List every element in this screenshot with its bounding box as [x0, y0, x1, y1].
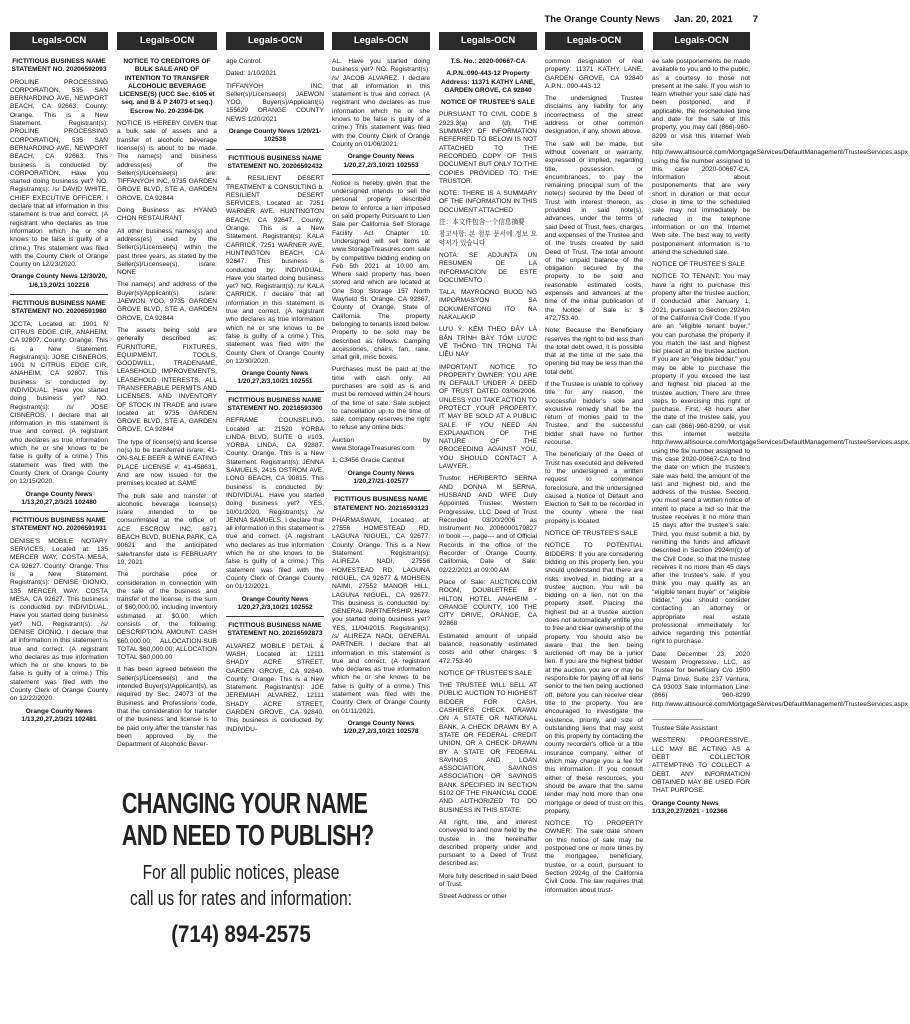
notice-heading: FICTITIOUS BUSINESS NAME STATEMENT NO. 20216593123 — [333, 496, 429, 512]
notice-body: ee sale postponements be made available to you and to the public, as a courtesy to those not present at the sale. If you wish to learn whether your sale date has been postponed, and if applicable, the rescheduled time and date for the sale of this property, you may call (866)-960-8299 or visit this Internet Web site http://www.altisource.com/MortgageServices/DefaultManagement/TrusteeServices.aspx using the file number assigned to this case 2020-00667-CA. Information about postponements that are very short in duration or that occur close in time to the scheduled sale may not immediately be reflected in the telephone information or on the Internet Web site. The best way to verify postponement information is to attend the scheduled sale. — [652, 58, 908, 256]
section-bar: Legals-OCN — [332, 32, 430, 50]
section-header-bars — [10, 32, 760, 50]
notice-body: LƯU Ý: KÈM THEO ĐÂY LÀ BẢN TRÌNH BÀY TÓM LƯỢC VỀ THÔNG TIN TRONG TÀI LIỆU NÀY — [439, 326, 537, 359]
publication-footer: Orange County News 1/13,20,27,2/3/21 102481 — [21, 707, 97, 723]
notice-body: Dated: 1/10/2021 — [226, 70, 277, 78]
notice-body: Note: Because the Beneficiary reserves the right to bid less than the total debt owed, it is possible that at the time of the sale the opening bid may be less than the total debt. — [545, 327, 643, 376]
notice-body: NOTICE TO PROPERTY OWNER: The sale date shown on this notice of sale may be postponed one or more times by the mortgagee, beneficiary, trustee, or a court, pursuant to Section 2924g of the California Civil Code. The law requires that information about trust- — [545, 820, 643, 894]
notice-body: NOTE: THERE IS A SUMMARY OF THE INFORMATION IN THIS DOCUMENT ATTACHED — [439, 190, 537, 214]
notice-body: The name(s) and address of the Buyer(s)/Applicant(s) is/are: JAEWON YOO, 9735 GARDEN GROVE BLVD, STE A, GARDEN GROVE, CA 92844 — [117, 281, 217, 322]
ad-headline-line-1: CHANGING YOUR NAME — [121, 788, 368, 820]
ad-subline-line-1: For all public notices, please — [142, 862, 340, 884]
notice-body: AL. Have you started doing business yet? NO. Registrant(s): /s/ JACOB ALVAREZ. I declare that all information in this statement is true and correct. (A registrant who declares as true information which he or she knows to be false is guilty of a crime.) This statement was filed with the County Clerk of Orange County on 01/06/2021. — [332, 58, 430, 148]
notice-body: Place of Sale: AUCTION.COM ROOM, DOUBLETREE BY HILTON HOTEL ANAHEIM - ORANGE COUNTY, 100 THE CITY DRIVE, ORANGE, CA 92868 — [439, 578, 537, 628]
publication-footer: Orange County News 1/20,27,2/3,10/21 102552 — [237, 595, 313, 611]
notice-body: NOTICE OF TRUSTEE'S SALE — [652, 261, 745, 269]
ad-subline-line-2: call us for rates and information: — [130, 888, 352, 910]
notice-body: It has been agreed between the Seller(s)/Licensee(s) and the intended Buyer(s)/Applicant(s), as required by Sec. 24073 of the Business and Professions code, that the consideration for transfer of the business and license is to be paid only after the transfer has been approved by the Department of Alcoholic Bever- — [117, 666, 217, 749]
notice-body: PROLINE PROCESSING CORPORATION, 535 SAN BERNARDINO AVE, NEWPORT BEACH, CA 92663. County: Orange. This is a New Statement. Registrant(s): PROLINE PROCESSING CORPORATION, 535 SAN BERNARDINO AVE, NEWPORT BEACH, CA 92663. This business is conducted by: CORPORATION. Have you started doing business yet? NO. Registrant(s): /s/ DAVID WHITE, CHIEF EXECUTIVE OFFICER. I declare that all information in this statement is true and correct. (A registrant who declares as true information which he or she knows to be false is guilty of a crime.) This statement was filed with the County Clerk of Orange County on 12/23/2020. — [10, 78, 108, 269]
notice-body: Trustee Sale Assistant — [652, 725, 718, 733]
notice-body: REFRAME COUNSELING, Located at: 21520 YORBA LINDA BLVD, SUITE G #103, YORBA LINDA, CA 92887. County: Orange. This is a New Statement. Registrant(s): JENNA SAMUELS, 2415 OSTROM AVE, LONG BEACH, CA 90815. This business is conducted by: INDIVIDUAL. Have you started doing business yet? YES, 10/01/2020. Registrant(s): /s/ JENNA SAMUELS. I declare that all information in this statement is true and correct. (A registrant who declares as true information which he or she knows to be false is guilty of a crime.) This statement was filed with the County Clerk of Orange County on 01/12/2021. — [226, 417, 324, 591]
notice-body: All right, title, and interest conveyed to and now held by the trustee in the hereinafter described property under and pursuant to a Deed of Trust described as: — [439, 818, 537, 868]
notice-body: Estimated amount of unpaid balance, reasonably estimated costs and other charges: $ 472,753.40 — [439, 632, 537, 665]
divider — [226, 616, 324, 617]
section-bar: Legals-OCN — [545, 32, 643, 50]
notice-body: NOTICE OF TRUSTEE'S SALE — [545, 530, 638, 538]
notice-heading: T.S. No.: 2020-00667-CA — [450, 58, 526, 65]
column-5 — [439, 58, 537, 1018]
ad-headline-line-2: AND NEED TO PUBLISH? — [121, 820, 374, 852]
notice-body: Street Address or other — [439, 893, 507, 901]
notice-body: ALVAREZ MOBILE DETAIL & WASH, Located at: 12111 SHADY ACRE STREET, GARDEN GROVE, CA 92840. County: Orange. This is a New Statement. Registrant(s): JOE JEREMIAH ALVAREZ, 12111 SHADY ACRE STREET, GARDEN GROVE, CA 92840. This business is conducted by: INDIVIDU- — [226, 642, 324, 733]
notice-body: 1. C3456 Gracie Cantrell — [332, 457, 405, 465]
column-6 — [545, 58, 643, 1018]
notice-body: NOTICE OF TRUSTEE'S SALE — [439, 669, 532, 677]
notice-body: All other business names(s) and address(es) used by the Seller(s)/Licensee(s) within the past three years, as stated by the Seller(s)/Licensee(s), is/are: NONE — [117, 227, 217, 277]
notice-body: Purchases must be paid at the time with cash only. All purchases are sold as is and must be removed within 24 hours of the time of sale. Sale subject to cancellation up to the time of sale, company reserves the right to refuse any online bids. — [332, 366, 430, 432]
notice-body: The purchase price or consideration in connection with the sale of the business and transfer of the license, is the sum of $60,000.00, including inventory estimated at $0.00, which consists of the following: DESCRIPTION, AMOUNT: CASH $60,000.00; ALLOCATION-SUB TOTAL $60,000.00; ALLOCATION TOTAL $60,000.00 — [117, 571, 217, 662]
publication-footer: Orange County News 1/13,20,27,2/3/21 102480 — [21, 490, 97, 506]
divider — [332, 174, 430, 175]
divider — [10, 511, 108, 512]
section-bar: Legals-OCN — [439, 32, 537, 50]
notice-body: JCCTA, Located at: 1901 N CITRUS EDGE CIR, ANAHEIM, CA 92807. County: Orange. This is a New Statement. Registrant(s): JOSE CISNEROS, 1901 N CITRUS EDGE CIR, ANAHEIM, CA 92807. This business is conducted by: INDIVIDUAL. Have you started doing business yet? NO. Registrant(s): /s/ JOSE CISNEROS. I declare that all information in this statement is true and correct. (A registrant who declares as true information which he or she knows to be false is guilty of a crime.) This statement was filed with the County Clerk of Orange County on 12/15/2020. — [10, 320, 108, 486]
notice-body: TALA: MAYROONG BUOD NG IMPORMASYON SA DOKUMENTONG ITO NA NAKALAKIP — [439, 289, 537, 322]
notice-body: NOTICE TO POTENTIAL BIDDERS: If you are considering bidding on this property lien, you should understand that there are risks involved in bidding at a trustee auction. You will be bidding on a lien, not on the property itself. Placing the highest bid at a trustee auction does not automatically entitle you to free and clear ownership of the property. You should also be aware that the lien being auctioned off may be a junior lien. If you are the highest bidder at the auction, you are or may be responsible for paying off all liens senior to the lien being auctioned off, before you can receive clear title to the property. You are encouraged to investigate the existence, priority, and size of outstanding liens that may exist on this property by contacting the county recorder's office or a title insurance company, either of which may charge you a fee for this information. If you consult either of these resources, you should be aware that the same lender may hold more than one mortgage or deed of trust on this property. — [545, 542, 643, 815]
notice-body: The sale will be made, but without covenant or warranty, expressed or implied, regarding title, possession, or encumbrances, to pay the remaining principal sum of the note(s) secured by the Deed of Trust with interest thereon, as provided in said note(s), advances, under the terms of said Deed of Trust, fees, charges and expenses of the Trustee and of the trusts created by said Deed of Trust. The total amount of the unpaid balance of the obligation secured by the property to be sold and reasonable estimated costs, expenses and advances at the time of the initial publication of the Notice of Sale is: $ 472,753.40. — [545, 140, 643, 322]
notice-body: Date: December 23, 2020 Western Progressive, LLC, as Trustee for beneficiary C/o 1500 Palma Drive, Suite 237 Ventura, CA 93003 Sale Information Line: (866) 960-8299 http://www.altisource.com/MortgageServices/DefaultManagement/TrusteeServices.aspx — [652, 650, 908, 708]
page-number: 7 — [752, 14, 758, 25]
notice-body: More fully described in said Deed of Trust. — [439, 872, 537, 889]
notice-body: TIFFANYOH INC, Seller(s)/Licensee(s) JAEWON YOO, Buyer(s)/Applicant(s) 155629 ORANGE COUNTY NEWS 1/20/2021 — [226, 82, 324, 123]
publication-footer: Orange County News 1/20,27,2/3,10/21 102553 — [343, 153, 419, 169]
notice-body: THE TRUSTEE WILL SELL AT PUBLIC AUCTION TO HIGHEST BIDDER FOR CASH, CASHIER'S CHECK DRAWN ON A STATE OR NATIONAL BANK, A CHECK DRAWN BY A STATE OR FEDERAL CREDIT UNION, OR A CHECK DRAWN BY A STATE OR FEDERAL SAVINGS AND LOAN ASSOCIATION, SAVINGS ASSOCIATION OR SAVINGS BANK SPECIFIED IN SECTION 5102 OF THE FINANCIAL CODE AND AUTHORIZED TO DO BUSINESS IN THIS STATE: — [439, 682, 537, 814]
notice-body: The beneficiary of the Deed of Trust has executed and delivered to the undersigned a written request to commence foreclosure, and the undersigned caused a Notice of Default and Election to Sell to be recorded in the county where the real property is located. — [545, 451, 643, 525]
column-7 — [652, 58, 910, 1018]
notice-heading: NOTICE OF TRUSTEE'S SALE — [441, 99, 535, 107]
divider — [226, 391, 324, 392]
section-bar: Legals-OCN — [10, 32, 108, 50]
notice-body: PURSUANT TO CIVIL CODE § 2923.3(a) and (d), THE SUMMARY OF INFORMATION REFERRED TO BELOW IS NOT ATTACHED TO THE RECORDED COPY OF THIS DOCUMENT BUT ONLY TO THE COPIES PROVIDED TO THE TRUSTOR. — [439, 111, 537, 185]
section-bar: Legals-OCN — [117, 32, 217, 50]
notice-heading: A.P.N.:090-443-12 Property Address: 11371 KATHY LANE, GARDEN GROVE, CA 92840 — [441, 70, 535, 94]
notice-body: NOTA: SE ADJUNTA UN RESUMEN DE LA INFORMACION DE ESTE DOCUMENTO — [439, 251, 537, 284]
divider — [332, 490, 430, 491]
notice-body: age Control. — [226, 58, 262, 65]
publication-footer: Orange County News 12/30/20, 1/6,13,20/21 102216 — [10, 273, 107, 289]
publication-footer: Orange County News 1/20,27,2/3,10/21 102578 — [343, 719, 419, 736]
issue-date: Jan. 20, 2021 — [674, 14, 733, 25]
notice-body: a. RESILIENT DESERT TREATMENT & CONSULTING b. RESILIENT DESERT SERVICES, Located at: 7251 WARNER AVE, HUNTINGTON BEACH, CA 92647. County: Orange. This is a New Statement. Registrant(s): KALA CARRICK, 7251 WARNER AVE, HUNTINGTON BEACH, CA 92647. This business is conducted by: INDIVIDUAL. Have you started doing business yet? NO. Registrant(s): /s/ KALA CARRICK. I declare that all information in this statement is true and correct. (A registrant who declares as true information which he or she knows to be false is guilty of a crime.) This statement was filed with the County Clerk of Orange County on 12/30/2020. — [226, 175, 324, 365]
divider — [226, 149, 324, 150]
notice-body: Trustor: HERIBERTO SERNA AND DONNA M SERNA, HUSBAND AND WIFE Duly Appointed Trustee: Western Progressive, LLC Deed of Trust Recorded 03/20/2006 as Instrument No. 2006000179827 in book ---, page--- and of Official Records in the office of the Recorder of Orange County, California, Date of Sale: 02/22/2021 at 09:00 AM — [439, 475, 537, 574]
notice-body: WESTERN PROGRESSIVE, LLC MAY BE ACTING AS A DEBT COLLECTOR ATTEMPTING TO COLLECT A DEBT. ANY INFORMATION OBTAINED MAY BE USED FOR THAT PURPOSE. — [652, 737, 750, 795]
notice-heading: FICTITIOUS BUSINESS NAME STATEMENT NO. 20206592093 — [11, 58, 107, 74]
section-bar: Legals-OCN — [226, 32, 324, 50]
ad-phone-number: (714) 894-2575 — [171, 921, 311, 948]
notice-body: The undersigned Trustee disclaims any liability for any incorrectness of the street address or other common designation, if any, shown above. — [545, 95, 643, 136]
publication-footer: Orange County News 1/20,27,2/3,10/21 102551 — [237, 370, 313, 386]
masthead — [0, 14, 758, 28]
column-4 — [332, 58, 430, 773]
notice-body: DENISE'S MOBILE NOTARY SERVICES, Located at: 135 MERCER WAY, COSTA MESA, CA 92627. County: Orange. This is a New Statement. Registrant(s): DENISE DIONIO, 135 MERCER WAY, COSTA MESA, CA 92627. This business is conducted by: INDIVIDUAL. Have you started doing business yet? NO. Registrant(s): /s/ DENISE DIONIO. I declare that all information in this statement is true and correct. (A registrant who declares as true information which he or she knows to be false is guilty of a crime.) This statement was filed with the County Clerk of Orange County on 12/22/2020. — [10, 537, 108, 703]
notice-heading: FICTITIOUS BUSINESS NAME STATEMENT NO. 20216593300 — [227, 396, 323, 412]
notice-heading: FICTITIOUS BUSINESS NAME STATEMENT NO. 20206591980 — [11, 300, 107, 316]
notice-body: Auction by www.StorageTreasures.com — [332, 436, 430, 453]
divider — [10, 294, 108, 295]
notice-body: Doing Business as: HYANG CHON RESTAURANT — [117, 207, 217, 223]
name-change-advertisement — [80, 788, 402, 968]
publication-footer: Orange County News 1/13,20,27/2021 - 102366 — [652, 799, 728, 815]
notice-body: 注：本文件包含一个信息摘要 — [439, 219, 525, 227]
publication-name: The Orange County News — [544, 14, 661, 25]
signature-line: ______________ — [652, 712, 704, 720]
notice-body: The assets being sold are generally described as: FURNITURE, FIXTURES, EQUIPMENT, TOOLS, GOODWILL, TRADENAME, LEASEHOLD IMPROVEMENTS, LEASEHOLD INTERESTS, ALL TRANSFERABLE PERMITS AND LICENSES, AND INVENTORY OF STOCK IN TRADE and is/are located at: 9735 GARDEN GROVE BLVD, STE A, GARDEN GROVE, CA 92844 — [117, 326, 217, 434]
column-3 — [226, 58, 324, 773]
notice-body: NOTICE IS HEREBY GIVEN that a bulk sale of assets and a transfer of alcoholic beverage license(s) is about to be made. The name(s) and business address(es) of the Seller(s)/Licensee(s) are: TIFFANYOH INC, 9735 GARDEN GROVE BLVD, STE A, GARDEN GROVE, CA 92844 — [117, 120, 217, 202]
notice-body: NOTICE TO TENANT: You may have a right to purchase this property after the trustee auction, if conducted after January 1, 2021, pursuant to Section 2924m of the California Civil Code. If you are an "eligible tenant buyer," you can purchase the property if you match the last and highest bid placed at the trustee auction. If you are an "eligible bidder," you may be able to purchase the property if you exceed the last and highest bid placed at the trustee auction. There are three steps to exercising this right of purchase. First, 48 hours after the date of the trustee sale, you can call (866)-960-8299, or visit this internet website http://www.altisource.com/MortgageServices/DefaultManagement/TrusteeServices.aspx, using the file number assigned to this case 2020-00667-CA to find the date on which the trustee's sale was held, the amount of the last and highest bid, and the address of the trustee. Second, you must send a written notice of intent to place a bid so that the trustee receives it no more than 15 days after the trustee's sale. Third, you must submit a bid, by remitting the funds and affidavit described in Section 2924m(c) of the Civil Code, so that the trustee receives it no more than 45 days after the trustee's sale. If you think you may qualify as an "eligible tenant buyer" or "eligible bidder," you should consider contacting an attorney or appropriate real estate professional immediately for advice regarding this potential right to purchase. — [652, 273, 910, 646]
column-2 — [117, 58, 217, 773]
notice-body: IMPORTANT NOTICE TO PROPERTY OWNER: YOU ARE IN DEFAULT UNDER A DEED OF TRUST DATED 03/06/2006. UNLESS YOU TAKE ACTION TO PROTECT YOUR PROPERTY, IT MAY BE SOLD AT A PUBLIC SALE. IF YOU NEED AN EXPLANATION OF THE NATURE OF THE PROCEEDING AGAINST YOU, YOU SHOULD CONTACT A LAWYER. — [439, 363, 537, 471]
notice-body: The type of license(s) and license no(s) to be transferred is/are: 41-ON-SALE BEER & WINE EATING PLACE LICENSE #: 41-458631, And are now issued for the premises located at: SAME — [117, 438, 217, 488]
notice-heading: FICTITIOUS BUSINESS NAME STATEMENT NO. 20206591931 — [11, 517, 107, 533]
publication-footer: Orange County News 1/20/21-102538 — [228, 128, 322, 144]
notice-body: common designation of real property: 11371 KATHY LANE, GARDEN GROVE, CA 92840 A.P.N.: 090-443-12 — [545, 58, 643, 90]
notice-body: Notice is hereby given that the undersigned intends to sell the personal property described below to enforce a lien imposed on said property Pursuant to Lien Sale per California Self Storage Facility Act Chapter 10. Undersigned will sell items at www.StorageTreasures.com sale by competitive bidding ending on Feb 5th 2021 at 10:00 am. Where said property has been stored and which are located at One Stop Storage 157 North Wayfield St. Orange, CA 92867, County of Orange, State of California. The property belonging to tenants listed below. Property to be sold may be described as follows: Camping accessories, chairs, fan, rake, small grill, misc boxes. — [332, 179, 430, 362]
publication-footer: Orange County News 1/20,27/21-102577 — [347, 469, 415, 485]
notice-body: 참고사항: 본 첨부 문서에 정보 요약서가 있습니다 — [439, 231, 537, 247]
notice-heading: NOTICE TO CREDITORS OF BULK SALE AND OF INTENTION TO TRANSFER ALCOHOLIC BEVERAGE LICENSE(S) (UCC Sec. 6105 et seq. and B & P 24073 et seq.) Escrow No. 20-2394-DK — [119, 58, 215, 115]
section-bar: Legals-OCN — [653, 32, 750, 50]
notice-body: The bulk sale and transfer of alcoholic beverage license(s) is/are intended to be consummated at the office of: ACE ESCROW INC, 6871 BEACH BLVD, BUENA PARK, CA 90621 and the anticipated sale/transfer date is FEBRUARY 19, 2021 — [117, 492, 217, 566]
notice-body: PHARMASWAN, Located at: 27556 HOMESTEAD RD, LAGUNA NIGUEL, CA 92677. County: Orange. This is a New Statement. Registrant(s): ALIREZA NADI, 27556 HOMESTEAD RD, LAGUNA NIGUEL, CA 92677 & MOHSEN NAIMI, 27552 MANOR HILL, LAGUNA NIGUEL, CA 92677. This business is conducted by: GENERAL PARTNERSHIP. Have you started doing business yet? YES, 11/04/2015. Registrant(s): /s/ ALIREZA NADI, GENERAL PARTNER. I declare that all information in this statement is true and correct. (A registrant who declares as true information which he or she knows to be false is guilty of a crime.) This statement was filed with the County Clerk of Orange County on 01/11/2021. — [332, 516, 430, 715]
notice-heading: FICTITIOUS BUSINESS NAME STATEMENT NO. 20206592432 — [227, 154, 323, 170]
notice-body: If the Trustee is unable to convey title for any reason, the successful bidder's sole and exclusive remedy shall be the return of monies paid to the Trustee, and the successful bidder shall have no further recourse. — [545, 380, 643, 447]
notice-heading: FICTITIOUS BUSINESS NAME STATEMENT NO. 20216592873 — [227, 622, 323, 638]
